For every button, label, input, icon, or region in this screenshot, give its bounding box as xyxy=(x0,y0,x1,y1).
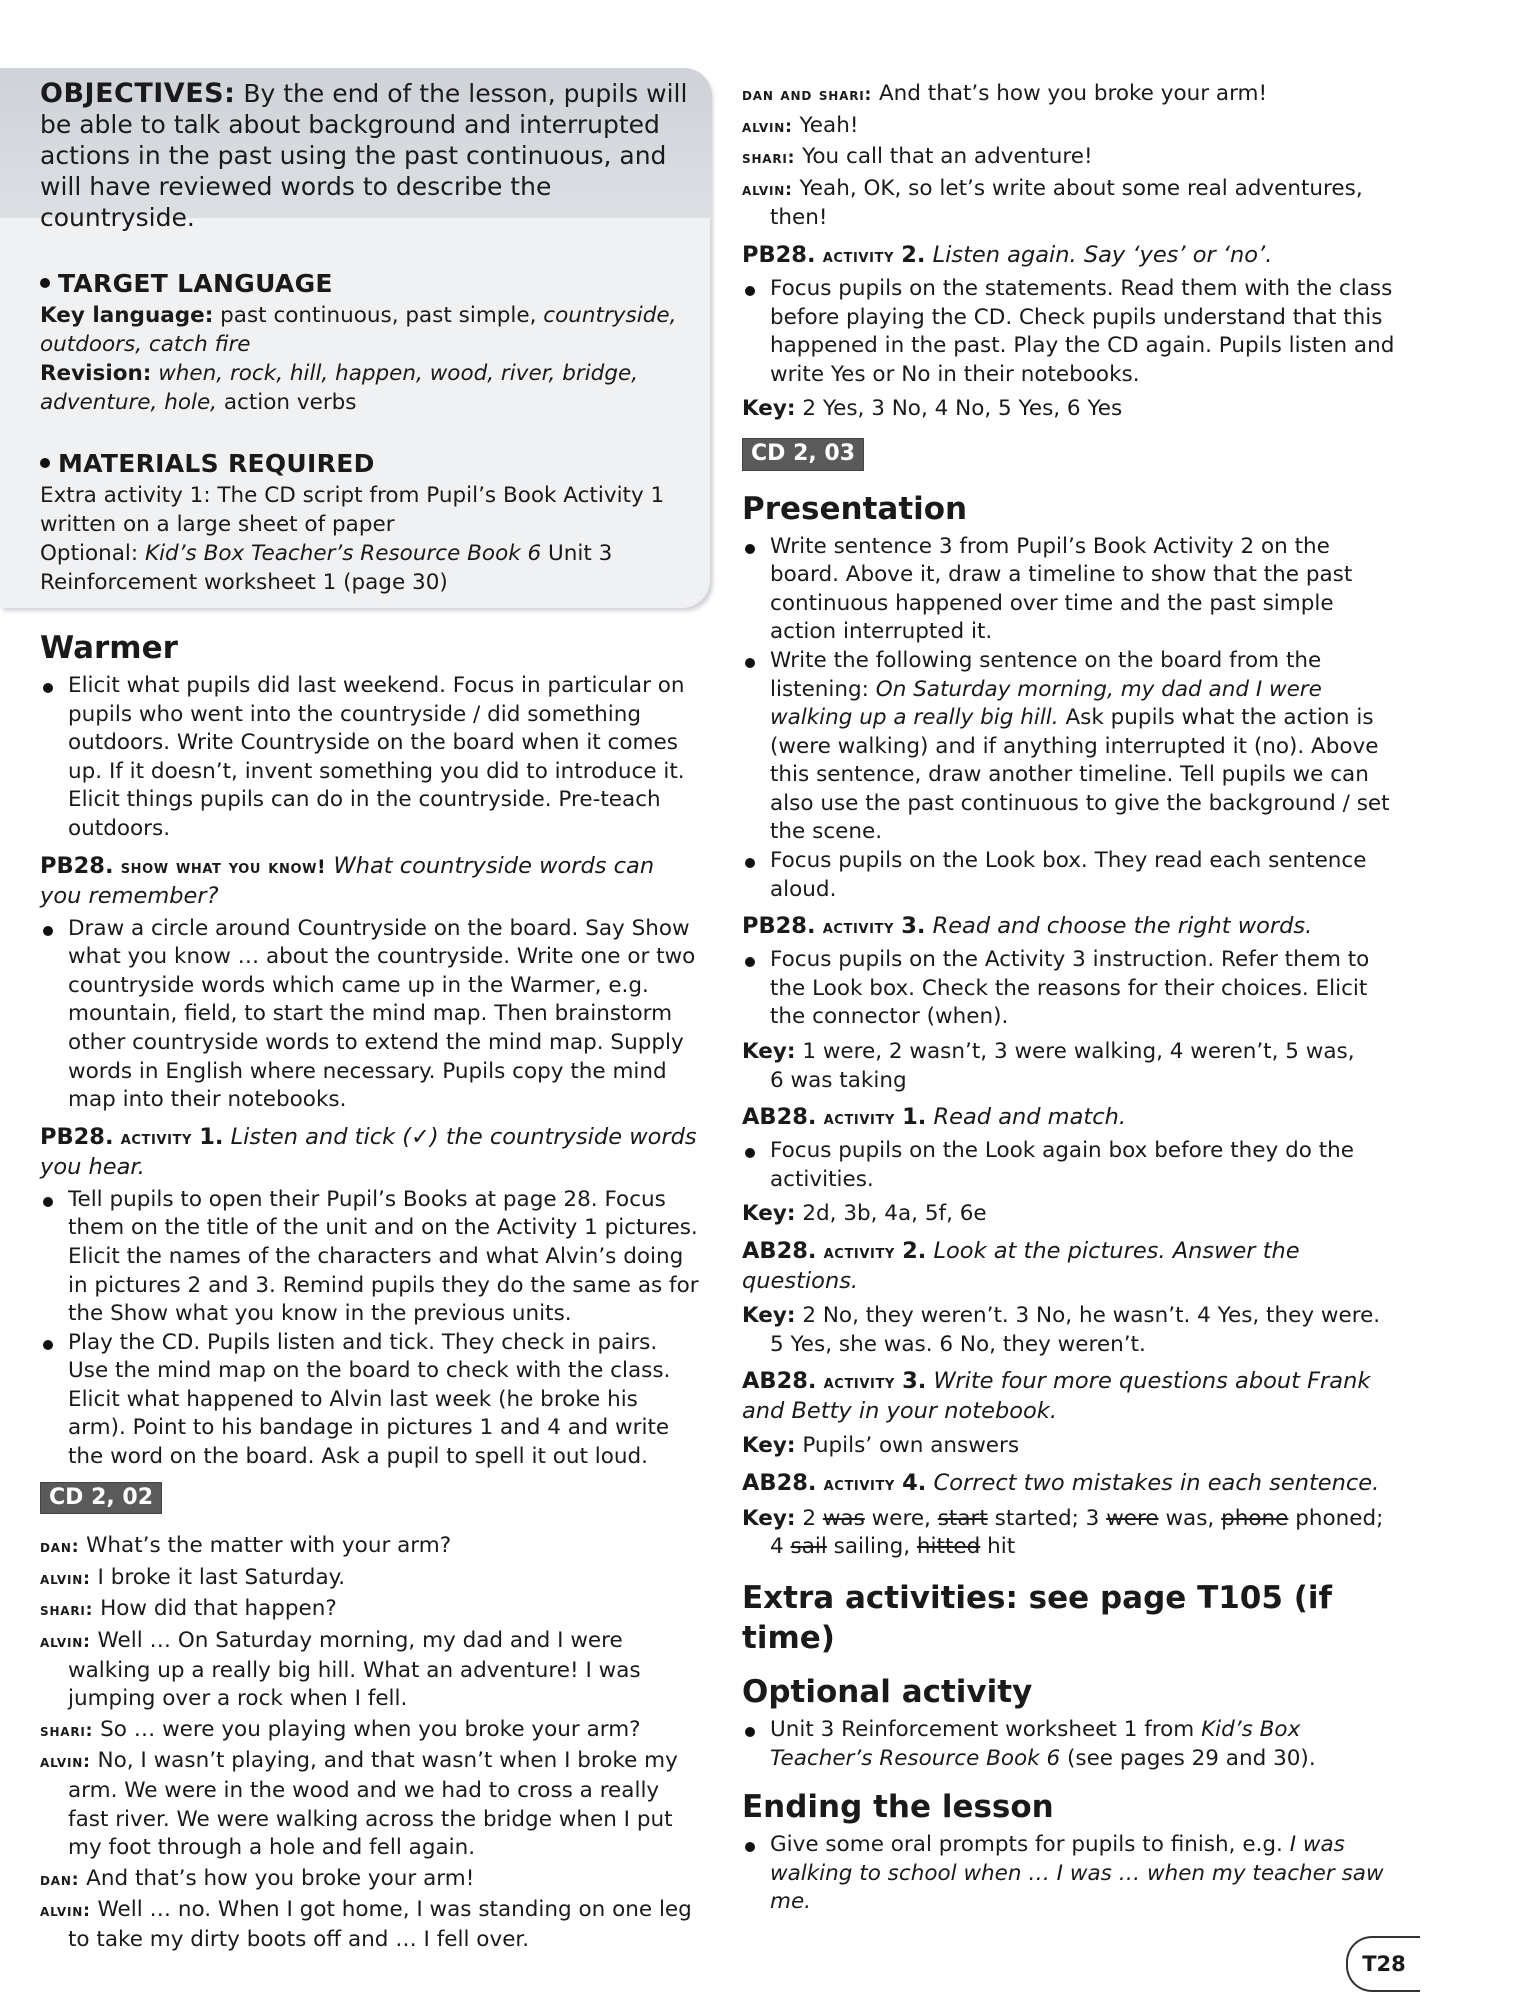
objectives xyxy=(40,78,690,233)
ab-activity-4-key: Key: 2 was were, start started; 3 were was, phone phoned; 4 sail sailing, hitted hit xyxy=(742,1505,1384,1560)
activity-2-bullet: Focus pupils on the statements. Read them with the class before playing the CD. Check pupils understand that this happened in the past. Play the CD again. Pupils listen and write Yes or No in their notebooks. xyxy=(742,275,1402,389)
optional-bullet: Unit 3 Reinforcement worksheet 1 from Kid’s Box Teacher’s Resource Book 6 (see pages 29 and 30). xyxy=(742,1716,1402,1773)
ab-activity-1-heading: AB28. activity 1. Read and match. xyxy=(742,1104,1126,1131)
presentation-bullet-1: Write sentence 3 from Pupil’s Book Activity 2 on the board. Above it, draw a timeline to show that the past continuous happened over time and the past simple action interrupted it. xyxy=(742,533,1402,647)
activity-3-heading: PB28. activity 3. Read and choose the right words. xyxy=(742,913,1313,940)
ab-activity-1-bullet: Focus pupils on the Look again box before they do the activities. xyxy=(742,1137,1402,1194)
script-line: alvin: Well … no. When I got home, I was standing on one leg to take my dirty boots off and … I fell over. xyxy=(40,1897,692,1952)
script-line: shari: You call that an adventure! xyxy=(742,144,1093,170)
objectives-panel xyxy=(40,78,690,597)
optional-activity-heading: Optional activity xyxy=(742,1673,1033,1710)
ab-activity-2-heading: AB28. activity 2. Look at the pictures. Answer the questions. xyxy=(742,1238,1300,1294)
revision: Revision: when, rock, hill, happen, wood, river, bridge, adventure, hole, action verbs xyxy=(40,361,639,415)
script-line: shari: So … were you playing when you broke your arm? xyxy=(40,1716,641,1742)
presentation-bullet-3: Focus pupils on the Look box. They read each sentence aloud. xyxy=(742,847,1402,904)
audio-script-continued xyxy=(742,80,1402,233)
target-language-heading: TARGET LANGUAGE xyxy=(40,267,690,301)
script-line: dan: And that’s how you broke your arm! xyxy=(40,1865,475,1891)
ab-activity-3-heading: AB28. activity 3. Write four more questions about Frank and Betty in your notebook. xyxy=(742,1368,1371,1425)
ab-activity-3-key: Key: Pupils’ own answers xyxy=(742,1433,1020,1459)
objectives-title: OBJECTIVES: xyxy=(40,78,236,109)
page-number: T28 xyxy=(1346,1936,1420,1992)
ending-heading: Ending the lesson xyxy=(742,1789,1054,1826)
left-column xyxy=(40,628,700,1957)
script-line: alvin: Yeah, OK, so let’s write about some real adventures, then! xyxy=(742,175,1363,231)
cd-track-badge: CD 2, 03 xyxy=(742,438,864,471)
activity-1-bullet-2: Play the CD. Pupils listen and tick. They check in pairs. Use the mind map on the board to check with the class. Elicit what happened to Alvin last week (he broke his arm). Point to his bandage in pictures 1 and 4 and write the word on the board. Ask a pupil to spell it out loud. xyxy=(40,1329,700,1472)
script-line: dan and shari: And that’s how you broke your arm! xyxy=(742,81,1268,106)
cd-track-badge: CD 2, 02 xyxy=(40,1482,162,1515)
key-language: Key language: past continuous, past simple, countryside, outdoors, catch fire xyxy=(40,303,677,357)
activity-1-bullet-1: Tell pupils to open their Pupil’s Books at page 28. Focus them on the title of the unit and on the Activity 1 pictures. Elicit the names of the characters and what Alvin’s doing in pictures 2 and 3. Remind pupils they do the same as for the Show what you know in the previous units. xyxy=(40,1186,700,1329)
activity-2-heading: PB28. activity 2. Listen again. Say ‘yes’ or ‘no’. xyxy=(742,241,1273,268)
ab-activity-2-key: Key: 2 No, they weren’t. 3 No, he wasn’t. 4 Yes, they were. 5 Yes, she was. 6 No, they weren’t. xyxy=(742,1303,1381,1357)
extra-activities-heading: Extra activities: see page T105 (if time) xyxy=(742,1579,1333,1656)
bullet-icon xyxy=(40,278,50,288)
script-line: dan: What’s the matter with your arm? xyxy=(40,1533,452,1559)
warmer-heading: Warmer xyxy=(40,630,178,666)
objectives-text: By the end of the lesson, pupils will be able to talk about background and interrupted actions in the past using the past continuous, and will have reviewed words to describe the countryside. xyxy=(40,79,688,232)
activity-1-heading: PB28. activity 1. Listen and tick (✓) the countryside words you hear. xyxy=(40,1123,697,1180)
presentation-heading: Presentation xyxy=(742,490,968,527)
script-line: alvin: Yeah! xyxy=(742,112,859,138)
right-column xyxy=(742,80,1402,1917)
audio-script xyxy=(40,1532,700,1954)
script-line: alvin: Well … On Saturday morning, my dad and I were walking up a really big hill. What an adventure! I was jumping over a rock when I fell. xyxy=(40,1628,641,1712)
script-line: shari: How did that happen? xyxy=(40,1596,337,1622)
warmer-bullet: Elicit what pupils did last weekend. Focus in particular on pupils who went into the countryside / did something outdoors. Write Countryside on the board when it comes up. If it doesn’t, invent something you did to introduce it. Elicit things pupils can do in the countryside. Pre-teach outdoors. xyxy=(40,672,700,844)
show-what-you-know-heading: PB28. show what you know! What countryside words can you remember? xyxy=(40,852,655,909)
bullet-icon xyxy=(40,458,50,468)
ab-activity-1-key: Key: 2d, 3b, 4a, 5f, 6e xyxy=(742,1201,987,1227)
script-line: alvin: I broke it last Saturday. xyxy=(40,1564,346,1590)
activity-3-key: Key: 1 were, 2 wasn’t, 3 were walking, 4 weren’t, 5 was, 6 was taking xyxy=(742,1039,1355,1093)
presentation-bullet-2: Write the following sentence on the board from the listening: On Saturday morning, my dad and I were walking up a really big hill. Ask pupils what the action is (were walking) and if anything interrupted it (no). Above this sentence, draw another timeline. Tell pupils we can also use the past continuous to give the background / set the scene. xyxy=(742,647,1402,847)
show-bullet: Draw a circle around Countryside on the board. Say Show what you know … about the countryside. Write one or two countryside words which came up in the Warmer, e.g. mountain, field, to start the mind map. Then brainstorm other countryside words to extend the mind map. Supply words in English where necessary. Pupils copy the mind map into their notebooks. xyxy=(40,915,700,1115)
materials-optional: Optional: Kid’s Box Teacher’s Resource Book 6 Unit 3 Reinforcement worksheet 1 (page 30) xyxy=(40,541,613,595)
activity-2-key: Key: 2 Yes, 3 No, 4 No, 5 Yes, 6 Yes xyxy=(742,396,1123,422)
ending-bullet: Give some oral prompts for pupils to finish, e.g. I was walking to school when … I was … when my teacher saw me. xyxy=(742,1831,1402,1917)
materials-line-1: Extra activity 1: The CD script from Pupil’s Book Activity 1 written on a large sheet of paper xyxy=(40,483,665,537)
ab-activity-4-heading: AB28. activity 4. Correct two mistakes in each sentence. xyxy=(742,1469,1380,1496)
script-line: alvin: No, I wasn’t playing, and that wasn’t when I broke my arm. We were in the wood and we had to cross a really fast river. We were walking across the bridge when I put my foot through a hole and fell again. xyxy=(40,1748,678,1861)
materials-heading: MATERIALS REQUIRED xyxy=(40,447,690,481)
activity-3-bullet: Focus pupils on the Activity 3 instruction. Refer them to the Look box. Check the reasons for their choices. Elicit the connector (when). xyxy=(742,946,1402,1032)
